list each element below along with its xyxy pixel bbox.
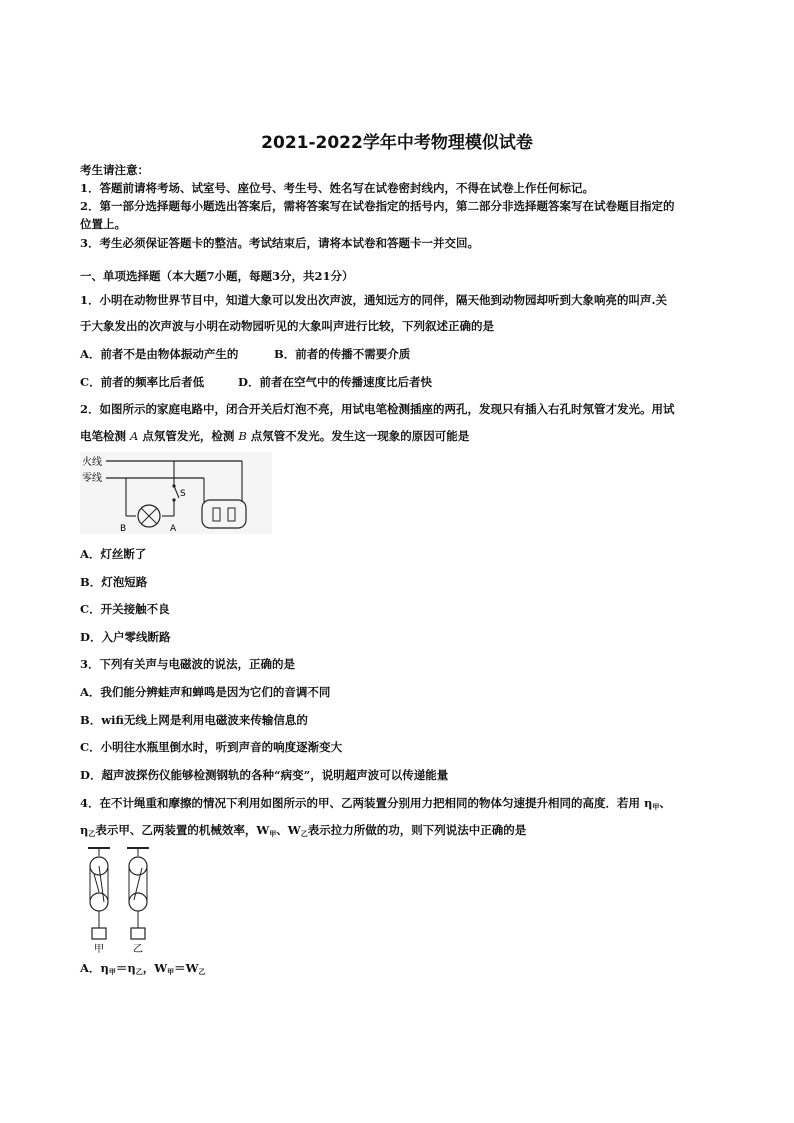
- pulley-device-yi: [127, 848, 149, 954]
- q3-stem: 3．下列有关声与电磁波的说法，正确的是: [80, 657, 295, 671]
- switch-label: S: [180, 489, 186, 499]
- q1-option-c: C．前者的频率比后者低: [80, 375, 205, 389]
- live-wire-label: 火线: [82, 457, 102, 468]
- q2-option-d: D．入户零线断路: [80, 630, 171, 644]
- q1-option-b: B．前者的传播不需要介质: [274, 347, 411, 361]
- q4-option-a: A．$\eta_甲=\eta_乙$，$W_甲=W_乙$: [80, 961, 206, 976]
- circuit-diagram: [80, 452, 272, 534]
- q2-option-c: C．开关接触不良: [80, 602, 170, 616]
- point-b-label: B: [238, 429, 247, 443]
- q2-option-b: B．灯泡短路: [80, 575, 148, 589]
- q1-option-d: D．前者在空气中的传播速度比后者快: [238, 375, 432, 389]
- q3-option-c: C．小明往水瓶里倒水时，听到声音的响度逐渐变大: [80, 740, 343, 754]
- notice-item-3: 3．考生必须保证答题卡的整洁。考试结束后，请将本试卷和答题卡一并交回。: [80, 236, 479, 250]
- q2-stem-line2: 电笔检测 A 点氖管发光，检测 B 点氖管不发光。发生这一现象的原因可能是: [80, 429, 470, 443]
- q2-option-a: A．灯丝断了: [80, 547, 147, 561]
- q4-stem-line1: 4．在不计绳重和摩擦的情况下利用如图所示的甲、乙两装置分别用力把相同的物体匀速提升相同的高度．若用 $\eta_甲$、: [80, 796, 671, 811]
- q4-stem-line2: $\eta_乙$表示甲、乙两装置的机械效率，$W_甲$、$W_乙$表示拉力所做的功，则下列说法中正确的是: [80, 823, 527, 838]
- weight-block-icon: [131, 928, 145, 939]
- q3-option-d: D．超声波探伤仪能够检测钢轨的各种“病变”，说明超声波可以传递能量: [80, 768, 449, 782]
- notice-item-1: 1．答题前请将考场、试室号、座位号、考生号、姓名写在试卷密封线内，不得在试卷上作任何标记。: [80, 181, 594, 195]
- q1-option-a: A．前者不是由物体振动产生的: [80, 347, 239, 361]
- point-b-figure-label: B: [120, 524, 127, 534]
- q3-option-a: A．我们能分辨蛙声和蝉鸣是因为它们的音调不同: [80, 685, 331, 699]
- movable-pulley-icon: [129, 893, 147, 911]
- neutral-wire-label: 零线: [82, 473, 102, 484]
- weight-block-icon: [92, 928, 106, 939]
- section-heading: 一、单项选择题（本大题7小题，每题3分，共21分）: [80, 269, 354, 283]
- movable-pulley-icon: [90, 893, 108, 911]
- q1-stem-line2: 于大象发出的次声波与小明在动物园听见的大象叫声进行比较，下列叙述正确的是: [80, 319, 494, 333]
- pulley-device-jia: [88, 848, 110, 954]
- notice-item-2: 2．第一部分选择题每小题选出答案后，需将答案写在试卷指定的括号内，第二部分非选择题答案写在试卷题目指定的: [80, 199, 675, 213]
- fixed-pulley-icon: [129, 857, 147, 875]
- device-jia-label: 甲: [94, 944, 104, 954]
- notice-item-2-cont: 位置上。: [80, 217, 126, 231]
- point-a-figure-label: A: [170, 524, 177, 534]
- pulley-diagram: [82, 844, 158, 954]
- page-title: 2021-2022学年中考物理模似试卷: [261, 133, 533, 153]
- q1-stem-line1: 1．小明在动物世界节目中，知道大象可以发出次声波，通知远方的同伴，隔天他到动物园却听到大象响亮的叫声.关: [80, 293, 667, 307]
- notice-heading: 考生请注意：: [80, 163, 149, 177]
- q2-stem-line1: 2．如图所示的家庭电路中，闭合开关后灯泡不亮，用试电笔检测插座的两孔，发现只有插入右孔时氖管才发光。用试: [80, 402, 675, 416]
- point-a-label: A: [130, 429, 139, 443]
- q3-option-b: B．wifi无线上网是利用电磁波来传输信息的: [80, 713, 308, 727]
- device-yi-label: 乙: [133, 944, 143, 954]
